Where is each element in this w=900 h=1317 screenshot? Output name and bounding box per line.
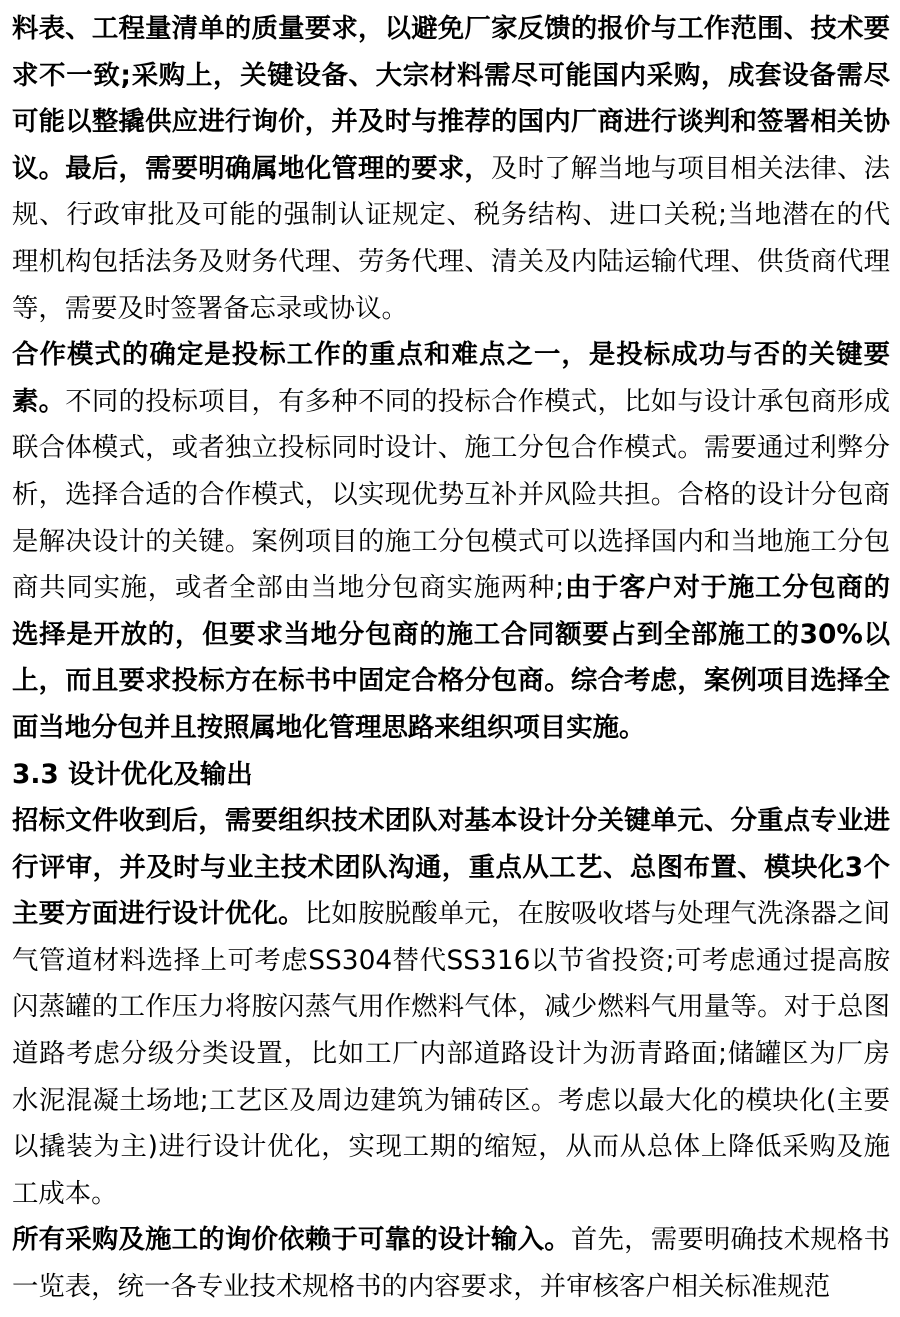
paragraph-design-input — [12, 1217, 890, 1310]
body-text: 比如胺脱酸单元，在胺吸收塔与处理气洗涤器之间气管道材料选择上可考虑SS304替代SS316以节省投资;可考虑通过提高胺闪蒸罐的工作压力将胺闪蒸气用作燃料气体，减少燃料气用量等。对于总图道路考虑分级分类设置，比如工厂内部道路设计为沥青路面;储罐区为厂房水泥混凝土场地;工艺区及周边建筑为铺砖区。考虑以最大化的模块化(主要以撬装为主)进行设计优化，实现工期的缩短，从而从总体上降低采购及施工成本。 — [12, 898, 891, 1209]
bold-text: 所有采购及施工的询价依赖于可靠的设计输入。 — [12, 1224, 571, 1256]
bold-text: 合作模式的确定是投标工作的重点和难点之一，是投标成功与否的关键要素。 — [12, 339, 890, 417]
bold-text: 料表、工程量清单的质量要求，以避免厂家反馈的报价与工作范围、技术要求不一致;采购上，关键设备、大宗材料需尽可能国内采购，成套设备需尽可能以整撬供应进行询价，并及时与推荐的国内厂商进行谈判和签署相关协议。最后，需要明确属地化管理的要求， — [12, 13, 890, 184]
paragraph-cooperation-mode — [12, 332, 890, 751]
paragraph-procurement-localization — [12, 6, 890, 332]
section-heading: 3.3 设计优化及输出 — [12, 758, 253, 790]
body-text: 不同的投标项目，有多种不同的投标合作模式，比如与设计承包商形成联合体模式，或者独立投标同时设计、施工分包合作模式。需要通过利弊分析，选择合适的合作模式，以实现优势互补并风险共担。合格的设计分包商是解决设计的关键。案例项目的施工分包模式可以选择国内和当地施工分包商共同实施，或者全部由当地分包商实施两种; — [12, 385, 891, 604]
body-text: 及时了解当地与项目相关法律、法规、行政审批及可能的强制认证规定、税务结构、进口关税;当地潜在的代理机构包括法务及财务代理、劳务代理、清关及内陆运输代理、供货商代理等，需要及时签署备忘录或协议。 — [12, 152, 890, 324]
bold-text: 招标文件收到后，需要组织技术团队对基本设计分关键单元、分重点专业进行评审，并及时与业主技术团队沟通，重点从工艺、总图布置、模块化3个主要方面进行设计优化。 — [12, 805, 890, 930]
paragraph-design-optimization — [12, 798, 890, 1217]
body-text: 首先，需要明确技术规格书一览表，统一各专业技术规格书的内容要求，并审核客户相关标准规范 — [12, 1224, 891, 1303]
bold-text: 由于客户对于施工分包商的选择是开放的，但要求当地分包商的施工合同额要占到全部施工的30%以上，而且要求投标方在标书中固定合格分包商。综合考虑，案例项目选择全面当地分包并且按照属地化管理思路来组织项目实施。 — [12, 572, 891, 743]
